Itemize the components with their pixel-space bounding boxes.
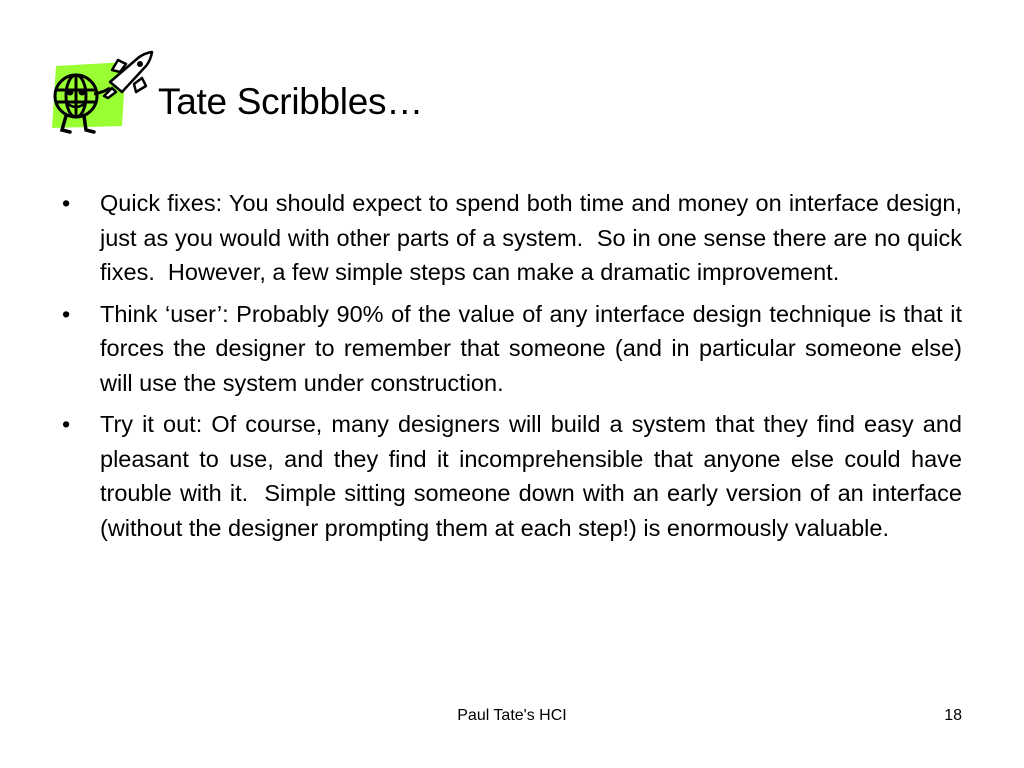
bullet-list bbox=[62, 186, 969, 552]
bullet-text: Think ‘user’: Probably 90% of the value of any interface design technique is that it forces the designer to remember that someone (and in particular someone else) will use the system under construction. bbox=[100, 300, 969, 396]
footer-text: Paul Tate's HCI bbox=[457, 707, 567, 724]
bullet-dot: • bbox=[62, 411, 71, 437]
bullet-text: Try it out: Of course, many designers will build a system that they find easy and pleasant to use, and they find it incomprehensible that anyone else could have trouble with it. Simple sitting someone down with an early version of an interface (without the designer prompting them at each step!) is enormously valuable. bbox=[100, 411, 969, 541]
slide-number: 18 bbox=[944, 707, 962, 724]
slide-title: Tate Scribbles… bbox=[158, 81, 423, 122]
bullet-item bbox=[62, 297, 969, 401]
bullet-item bbox=[62, 407, 969, 545]
bullet-dot: • bbox=[62, 300, 71, 327]
bullet-dot: • bbox=[62, 190, 71, 216]
globe-rocket-mascot-icon bbox=[48, 48, 160, 140]
bullet-item bbox=[62, 186, 969, 290]
bullet-text: Quick fixes: You should expect to spend both time and money on interface design, just as you would with other parts of a system. So in one sense there are no quick fixes. However, a few simple steps can make a dramatic improvement. bbox=[100, 190, 969, 285]
